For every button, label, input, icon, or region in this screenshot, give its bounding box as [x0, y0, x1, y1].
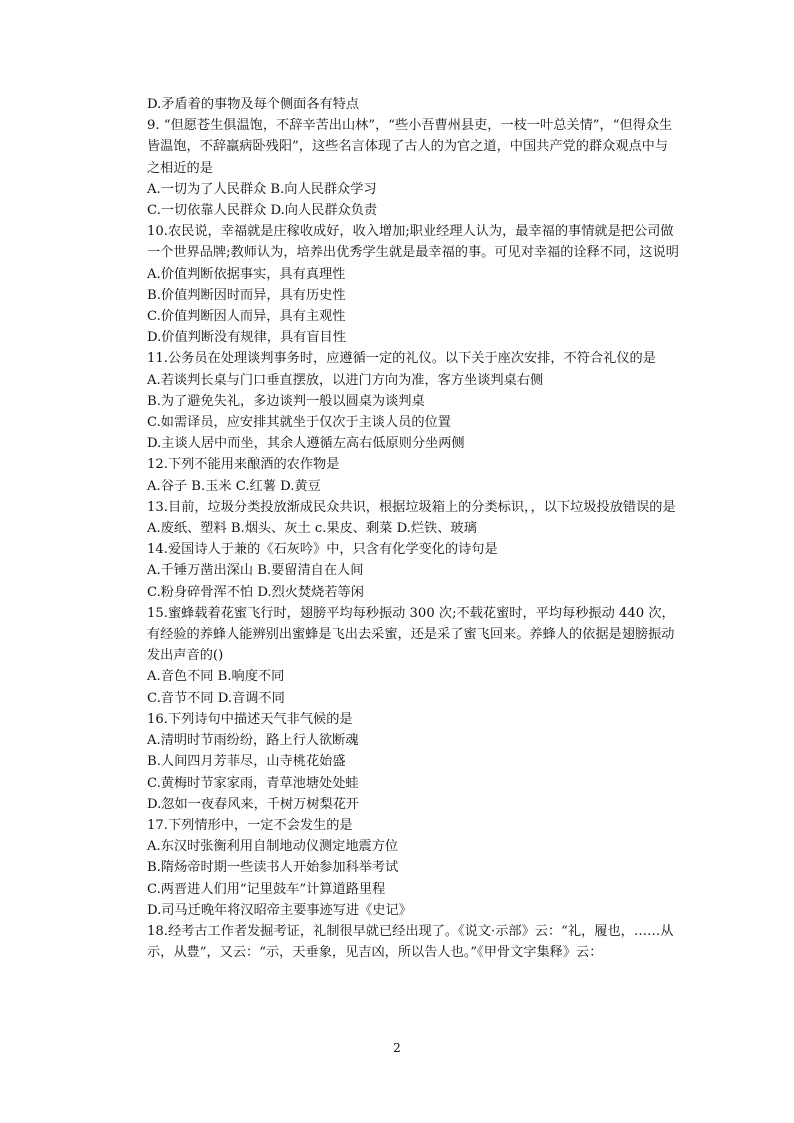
- text-line: A.价值判断依据事实，具有真理性: [147, 266, 346, 282]
- text-line: A.音色不同 B.响度不同: [147, 669, 285, 685]
- text-line: A.若谈判长桌与门口垂直摆放，以进门方向为准，客方坐谈判桌右侧: [147, 372, 544, 388]
- text-line: C.一切依靠人民群众 D.向人民群众负责: [147, 203, 378, 219]
- question-stem: 15.蜜蜂载着花蜜飞行时，翅膀平均每秒振动 300 次;不载花蜜时，平均每秒振动 440 次，有经验的养蜂人能辨别出蜜蜂是飞出去采蜜，还是采了蜜飞回来。养蜂人的依据是翅膀振动发出声音的(): [147, 605, 675, 664]
- question-stem: 13.目前，垃圾分类投放渐成民众共识，根据垃圾箱上的分类标识，，以下垃圾投放错误的是: [147, 499, 676, 515]
- text-line: A.一切为了人民群众 B.向人民群众学习: [147, 181, 377, 197]
- question-stem: 9. “但愿苍生俱温饱，不辞辛苦出山林”，“些小吾曹州县吏，一枝一叶总关情”，“但得众生皆温饱，不辞羸病卧残阳”，这些名言体现了古人的为官之道，中国共产党的群众观点中与之相近的是: [147, 118, 673, 176]
- text-line: C.粉身碎骨浑不怕 D.烈火焚烧若等闲: [147, 584, 364, 600]
- text-line: A.谷子 B.玉米 C.红薯 D.黄豆: [147, 478, 321, 494]
- text-line: 12.下列不能用来酿酒的农作物是: [147, 457, 340, 473]
- text-line: C.如需译员，应安排其就坐于仅次于主谈人员的位置: [147, 415, 451, 431]
- question-stem: 18.经考古工作者发掘考证，礼制很早就已经出现了。《说文·示部》云：“礼，履也，……从示，从豊”，又云：“示，天垂象，见吉凶，所以告人也。”《甲骨文字集释》云：: [147, 923, 674, 961]
- text-line: D.忽如一夜春风来，千树万树梨花开: [147, 796, 360, 812]
- text-line: B.价值判断因时而异，具有历史性: [147, 287, 346, 303]
- text-line: A.清明时节雨纷纷，路上行人欲断魂: [147, 733, 359, 749]
- text-line: 14.爱国诗人于兼的《石灰吟》中，只含有化学变化的诗句是: [147, 542, 498, 558]
- text-line: C.黄梅时节家家雨，青草池塘处处蛙: [147, 775, 359, 791]
- text-line: 17.下列情形中，一定不会发生的是: [147, 817, 353, 833]
- text-line: D.主谈人居中而坐，其余人遵循左高右低原则分坐两侧: [147, 436, 465, 452]
- text-line: A.千锤万凿出深山 B.要留清自在人间: [147, 563, 364, 579]
- text-line: 16.下列诗句中描述天气非气候的是: [147, 711, 353, 727]
- text-line: D.矛盾着的事物及每个侧面各有特点: [147, 97, 360, 112]
- text-line: B.隋炀帝时期一些读书人开始参加科举考试: [147, 860, 399, 876]
- text-line: D.价值判断没有规律，具有盲目性: [147, 330, 346, 346]
- text-line: B.为了避免失礼，多边谈判一般以圆桌为谈判桌: [147, 393, 425, 409]
- question-stem: 10.农民说，幸福就是庄稼收成好，收入增加;职业经理人认为，最幸福的事情就是把公司做一个世界品牌;教师认为，培养出优秀学生就是最幸福的事。可见对幸福的诠释不同，这说明: [147, 224, 679, 261]
- question-stem: 11.公务员在处理谈判事务时，应遵循一定的礼仪。以下关于座次安排，不符合礼仪的是: [147, 351, 656, 367]
- text-line: D.司马迁晚年将汉昭帝主要事迹写进《史记》: [147, 902, 412, 918]
- text-line: A.东汉时张衡利用自制地动仪测定地震方位: [147, 839, 399, 855]
- text-line: C.价值判断因人而异，具有主观性: [147, 309, 346, 325]
- text-line: C.音节不同 D.音调不同: [147, 690, 285, 706]
- exam-text: [120, 94, 680, 963]
- text-line: C.两晋进人们用“记里鼓车”计算道路里程: [147, 881, 386, 897]
- text-line: B.人间四月芳菲尽，山寺桃花始盛: [147, 754, 346, 770]
- page-number: 2: [393, 1041, 401, 1055]
- text-line: A.废纸、塑料 B.烟头、灰土 c.果皮、剩菜 D.烂铁、玻璃: [147, 521, 477, 537]
